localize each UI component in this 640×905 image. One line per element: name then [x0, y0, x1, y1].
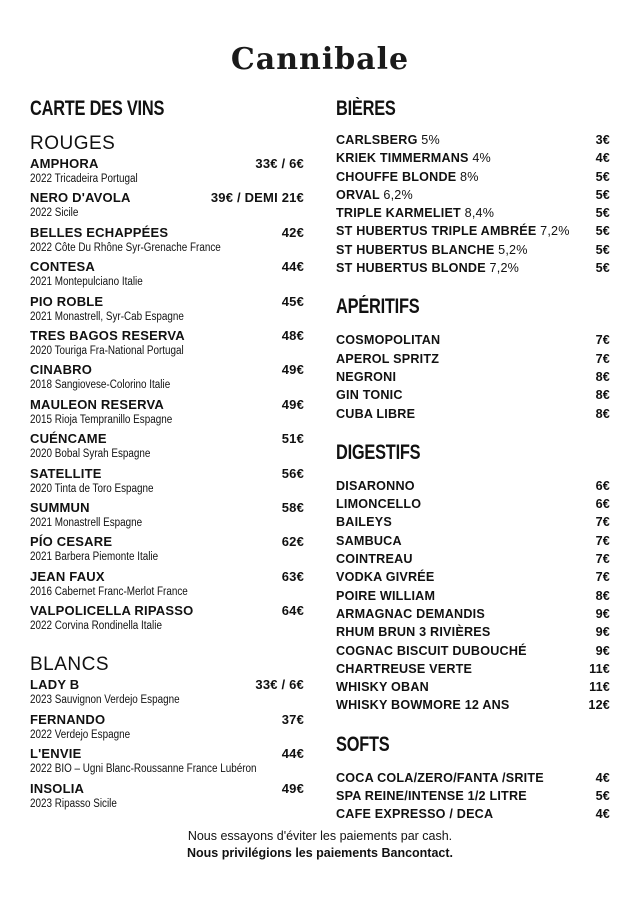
- aperitif-item-name: COSMOPOLITAN: [336, 333, 441, 348]
- aperitif-item-price: 8€: [595, 369, 610, 384]
- wine-name-row: [30, 499, 304, 516]
- aperitif-item-label: [336, 350, 439, 368]
- wine-description: 2016 Cabernet Franc-Merlot France: [30, 585, 188, 598]
- soft-item-label: [336, 805, 493, 823]
- digestif-item-price: 12€: [588, 698, 610, 713]
- wine-item: [30, 327, 304, 361]
- wine-name-row: [30, 465, 304, 482]
- aperitif-item-name: GIN TONIC: [336, 388, 403, 403]
- wine-description: 2021 Monastrell, Syr-Cab Espagne: [30, 310, 184, 323]
- beer-item-label: [336, 222, 570, 240]
- wine-name: BELLES ECHAPPÉES: [30, 224, 169, 240]
- wine-name: PÍO CESARE: [30, 534, 113, 550]
- wine-name-row: [30, 224, 304, 241]
- aperitif-item: [336, 368, 610, 386]
- aperitif-item: [336, 386, 610, 404]
- footer-line-cash: Nous essayons d'éviter les paiements par cash.: [187, 829, 453, 843]
- wine-price: 42€: [281, 224, 304, 240]
- beer-item-name: ST HUBERTUS TRIPLE AMBRÉE: [336, 224, 537, 239]
- wine-name-row: [30, 189, 304, 206]
- wine-price: 49€: [281, 396, 304, 412]
- footer-note: [0, 828, 640, 862]
- aperitif-item: [336, 405, 610, 423]
- aperitif-item: [336, 331, 610, 349]
- beer-item-price: 5€: [595, 169, 610, 184]
- logo: Cannibale: [230, 42, 410, 77]
- digestif-item-label: [336, 587, 435, 605]
- wine-name-row: [30, 568, 304, 585]
- beer-item-abv: 8,4%: [464, 206, 495, 221]
- wine-item: [30, 745, 304, 779]
- beer-item-abv: 7,2%: [489, 261, 520, 276]
- digestif-item-price: 7€: [595, 533, 610, 548]
- digestif-item-name: WHISKY BOWMORE 12 ANS: [336, 698, 510, 713]
- rouges-list: [30, 155, 304, 636]
- beer-item-abv: 6,2%: [383, 187, 413, 202]
- digestif-item: [336, 623, 610, 641]
- soft-item-label: [336, 769, 544, 787]
- wine-item: [30, 780, 304, 814]
- rouges-title: ROUGES: [30, 133, 116, 154]
- wine-price: 44€: [281, 259, 304, 275]
- beer-item-price: 3€: [595, 133, 610, 147]
- digestif-item-name: BAILEYS: [336, 515, 392, 530]
- aperitif-item-label: [336, 386, 403, 404]
- digestif-item-name: WHISKY OBAN: [336, 680, 429, 695]
- wine-name-row: [30, 533, 304, 550]
- wine-item: [30, 602, 304, 636]
- beer-item: [336, 149, 610, 167]
- wine-name: CINABRO: [30, 362, 93, 378]
- beer-item: [336, 131, 610, 149]
- digestif-item-price: 9€: [595, 643, 610, 658]
- soft-item-price: 4€: [595, 807, 610, 822]
- digestif-item-label: [336, 642, 527, 660]
- digestif-item-price: 6€: [595, 478, 610, 493]
- digestif-item-price: 7€: [595, 570, 610, 585]
- beer-item-name: ST HUBERTUS BLANCHE: [336, 242, 495, 257]
- wine-name: FERNANDO: [30, 711, 106, 727]
- aperitif-item-name: NEGRONI: [336, 369, 397, 384]
- soft-item-name: CAFE EXPRESSO / DECA: [336, 807, 494, 822]
- digestif-item-name: COGNAC BISCUIT DUBOUCHÉ: [336, 643, 527, 658]
- wine-name: CUÉNCAME: [30, 431, 107, 447]
- digestif-item-price: 11€: [589, 661, 610, 676]
- wine-description: 2022 Corvina Rondinella Italie: [30, 620, 162, 633]
- soft-item-label: [336, 787, 527, 805]
- wine-price: 33€ / 6€: [255, 156, 304, 171]
- digestifs-list: [336, 477, 610, 715]
- digestif-item-price: 7€: [595, 552, 610, 567]
- beer-item-abv: 7,2%: [540, 224, 570, 239]
- beer-item-name: KRIEK TIMMERMANS: [336, 151, 469, 166]
- wine-price: 64€: [281, 603, 304, 619]
- beer-item-name: ST HUBERTUS BLONDE: [336, 261, 486, 276]
- soft-item-name: SPA REINE/INTENSE 1/2 LITRE: [336, 789, 527, 804]
- wine-item: [30, 361, 304, 395]
- wine-name: CONTESA: [30, 259, 95, 275]
- aperitif-item-label: [336, 368, 396, 386]
- beer-item-label: [336, 241, 528, 259]
- wine-name-row: [30, 155, 304, 172]
- wine-name: AMPHORA: [30, 156, 99, 171]
- wine-name-row: [30, 676, 304, 693]
- wine-name: PIO ROBLE: [30, 293, 104, 309]
- digestif-item-label: [336, 550, 413, 568]
- wine-item: [30, 189, 304, 223]
- digestif-item-name: RHUM BRUN 3 RIVIÈRES: [336, 625, 491, 640]
- soft-item: [336, 769, 610, 787]
- soft-item-name: COCA COLA/ZERO/FANTA /SRITE: [336, 770, 544, 785]
- digestif-item-price: 8€: [595, 588, 610, 603]
- aperitif-item-name: APEROL SPRITZ: [336, 351, 440, 366]
- aperitifs-title: APÉRITIFS: [336, 295, 420, 319]
- digestif-item: [336, 495, 610, 513]
- digestif-item-label: [336, 568, 435, 586]
- digestif-item: [336, 642, 610, 660]
- wine-name: JEAN FAUX: [30, 568, 105, 584]
- wine-description: 2023 Ripasso Sicile: [30, 797, 117, 810]
- wine-item: [30, 465, 304, 499]
- wine-description: 2021 Barbera Piemonte Italie: [30, 551, 159, 564]
- beer-item-name: TRIPLE KARMELIET: [336, 206, 461, 221]
- beer-item-label: [336, 186, 413, 204]
- soft-item: [336, 787, 610, 805]
- wine-price: 45€: [281, 293, 304, 309]
- wine-price: 49€: [281, 362, 304, 378]
- wine-name: LADY B: [30, 677, 80, 693]
- digestif-item: [336, 678, 610, 696]
- wine-item: [30, 568, 304, 602]
- wine-description: 2015 Rioja Tempranillo Espagne: [30, 413, 173, 426]
- wine-item: [30, 258, 304, 292]
- aperitif-item-price: 8€: [595, 406, 610, 421]
- wine-description: 2022 BIO – Ugni Blanc-Roussanne France Lubéron: [30, 763, 257, 776]
- wine-item: [30, 224, 304, 258]
- beer-item: [336, 186, 610, 204]
- soft-item-price: 5€: [595, 789, 610, 804]
- wine-item: [30, 499, 304, 533]
- digestif-item-name: COINTREAU: [336, 552, 413, 567]
- soft-item: [336, 805, 610, 823]
- softs-title: SOFTS: [336, 732, 390, 756]
- wine-name: TRES BAGOS RESERVA: [30, 327, 185, 343]
- digestif-item-label: [336, 605, 485, 623]
- wine-description: 2020 Touriga Fra-National Portugal: [30, 344, 184, 357]
- beer-item: [336, 222, 610, 240]
- wine-item: [30, 533, 304, 567]
- wine-price: 49€: [281, 780, 304, 796]
- beer-item-price: 4€: [595, 151, 610, 166]
- wine-name-row: [30, 327, 304, 344]
- wine-name: MAULEON RESERVA: [30, 396, 164, 412]
- beer-item-label: [336, 168, 479, 186]
- beer-item-abv: 4%: [472, 151, 491, 166]
- beer-item: [336, 204, 610, 222]
- wine-item: [30, 396, 304, 430]
- wine-name-row: [30, 780, 304, 797]
- wine-name-row: [30, 430, 304, 447]
- beer-item-price: 5€: [595, 261, 610, 276]
- wine-description: 2021 Monastrell Espagne: [30, 516, 143, 529]
- wine-item: [30, 155, 304, 189]
- wine-name: SUMMUN: [30, 499, 90, 515]
- digestif-item-label: [336, 660, 472, 678]
- wine-description: 2018 Sangiovese-Colorino Italie: [30, 379, 171, 392]
- soft-item-price: 4€: [595, 770, 610, 785]
- wine-name: L'ENVIE: [30, 746, 82, 762]
- bieres-title: BIÈRES: [336, 97, 396, 120]
- digestif-item: [336, 513, 610, 531]
- footer-line-bancontact: Nous privilégions les paiements Bancontact.: [186, 846, 454, 860]
- aperitif-item-name: CUBA LIBRE: [336, 406, 416, 421]
- bieres-list: [336, 131, 610, 277]
- digestif-item: [336, 660, 610, 678]
- beer-item-name: CHOUFFE BLONDE: [336, 169, 457, 184]
- digestif-item: [336, 532, 610, 550]
- digestif-item: [336, 568, 610, 586]
- digestif-item: [336, 696, 610, 714]
- wine-name-row: [30, 711, 304, 728]
- digestif-item-label: [336, 477, 415, 495]
- digestif-item-label: [336, 678, 429, 696]
- beer-item-price: 5€: [595, 242, 610, 257]
- wine-name-row: [30, 361, 304, 378]
- wine-name-row: [30, 602, 304, 619]
- wine-item: [30, 676, 304, 710]
- drinks-column: [336, 96, 610, 824]
- beer-item: [336, 168, 610, 186]
- softs-list: [336, 769, 610, 824]
- beer-item-name: CARLSBERG: [336, 133, 418, 147]
- wine-description: 2022 Sicile: [30, 207, 79, 220]
- wine-price: 39€ / DEMI 21€: [210, 190, 304, 206]
- digestif-item: [336, 550, 610, 568]
- wine-price: 48€: [281, 327, 304, 343]
- beer-item-abv: 8%: [460, 169, 479, 184]
- digestif-item-price: 11€: [589, 680, 610, 695]
- beer-item-abv: 5%: [421, 133, 440, 147]
- digestif-item-name: SAMBUCA: [336, 533, 402, 548]
- digestif-item: [336, 477, 610, 495]
- beer-item: [336, 241, 610, 259]
- digestif-item: [336, 587, 610, 605]
- aperitif-item-label: [336, 405, 415, 423]
- wine-name: NERO D'AVOLA: [30, 190, 131, 206]
- wine-item: [30, 711, 304, 745]
- wine-name-row: [30, 293, 304, 310]
- digestif-item-label: [336, 532, 402, 550]
- wine-item: [30, 430, 304, 464]
- beer-item-name: ORVAL: [336, 187, 380, 202]
- digestif-item-label: [336, 495, 421, 513]
- wine-name: INSOLIA: [30, 780, 85, 796]
- wine-name: SATELLITE: [30, 465, 102, 481]
- aperitifs-list: [336, 331, 610, 422]
- wine-price: 58€: [281, 499, 304, 515]
- wine-description: 2022 Verdejo Espagne: [30, 728, 131, 741]
- digestif-item-price: 9€: [595, 625, 610, 640]
- blancs-list: [30, 676, 304, 814]
- wine-name: VALPOLICELLA RIPASSO: [30, 603, 194, 619]
- aperitif-item-price: 7€: [595, 333, 610, 348]
- wine-item: [30, 293, 304, 327]
- wine-description: 2022 Côte Du Rhône Syr-Grenache France: [30, 241, 221, 254]
- digestif-item-name: LIMONCELLO: [336, 497, 422, 512]
- wine-price: 63€: [281, 568, 304, 584]
- beer-item-label: [336, 131, 440, 149]
- beer-item-abv: 5,2%: [498, 242, 528, 257]
- digestif-item-label: [336, 513, 392, 531]
- wine-card: [30, 96, 304, 814]
- beer-item: [336, 259, 610, 277]
- aperitif-item-price: 7€: [595, 351, 610, 366]
- wine-description: 2020 Tinta de Toro Espagne: [30, 482, 154, 495]
- wine-description: 2023 Sauvignon Verdejo Espagne: [30, 694, 180, 707]
- digestif-item-name: ARMAGNAC DEMANDIS: [336, 606, 485, 621]
- wine-price: 33€ / 6€: [255, 677, 304, 693]
- beer-item-price: 5€: [595, 206, 610, 221]
- blancs-title: BLANCS: [30, 654, 110, 676]
- digestif-item-price: 7€: [595, 515, 610, 530]
- wine-name-row: [30, 745, 304, 762]
- wine-name-row: [30, 258, 304, 275]
- wine-description: 2022 Tricadeira Portugal: [30, 173, 138, 185]
- wine-price: 37€: [281, 711, 304, 727]
- digestif-item: [336, 605, 610, 623]
- digestif-item-label: [336, 623, 490, 641]
- beer-item-price: 5€: [595, 187, 610, 202]
- wine-description: 2020 Bobal Syrah Espagne: [30, 448, 151, 461]
- digestif-item-label: [336, 696, 510, 714]
- digestif-item-name: CHARTREUSE VERTE: [336, 661, 473, 676]
- beer-item-label: [336, 259, 519, 277]
- digestif-item-price: 6€: [595, 497, 610, 512]
- wine-price: 44€: [281, 746, 304, 762]
- wine-description: 2021 Montepulciano Italie: [30, 276, 143, 289]
- beer-item-label: [336, 204, 494, 222]
- beer-item-price: 5€: [595, 224, 610, 239]
- aperitif-item-label: [336, 331, 440, 349]
- wine-name-row: [30, 396, 304, 413]
- digestif-item-name: VODKA GIVRÉE: [336, 570, 435, 585]
- wine-card-title: CARTE DES VINS: [30, 97, 165, 120]
- wine-price: 56€: [281, 465, 304, 481]
- digestif-item-price: 9€: [595, 606, 610, 621]
- digestif-item-name: POIRE WILLIAM: [336, 588, 436, 603]
- beer-item-label: [336, 149, 491, 167]
- wine-price: 62€: [281, 534, 304, 550]
- aperitif-item: [336, 350, 610, 368]
- digestif-item-name: DISARONNO: [336, 478, 415, 493]
- aperitif-item-price: 8€: [595, 388, 610, 403]
- digestifs-title: DIGESTIFS: [336, 440, 421, 464]
- wine-price: 51€: [281, 431, 304, 447]
